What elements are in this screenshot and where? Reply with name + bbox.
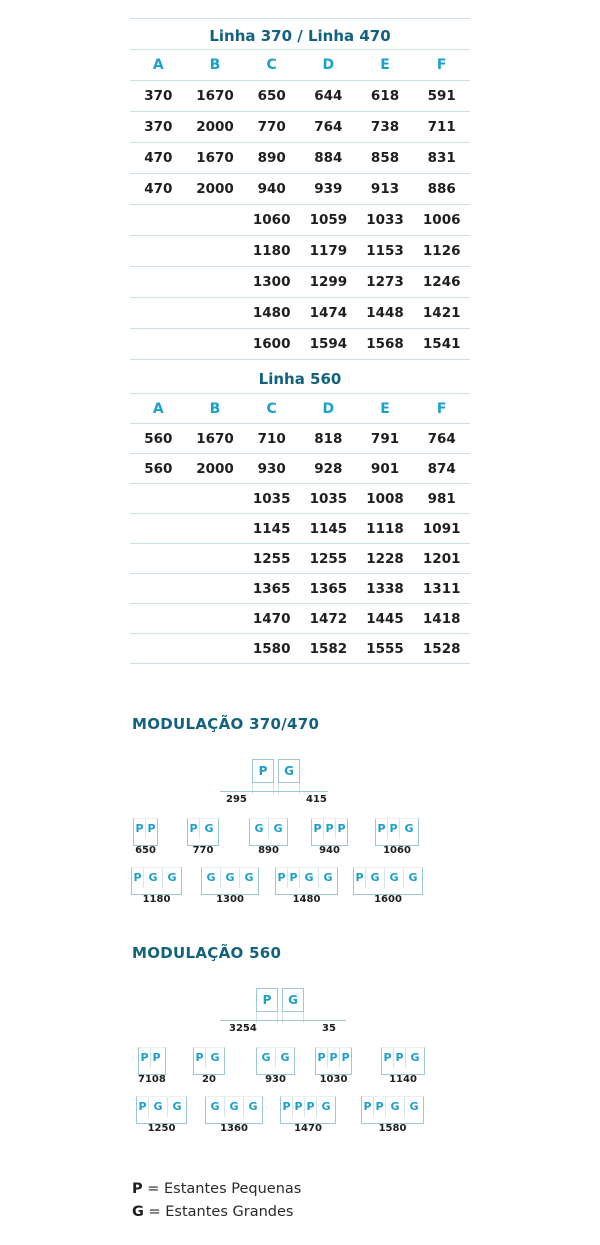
shelf-p-icon: P: [188, 819, 200, 839]
table-title: Linha 370 / Linha 470: [130, 18, 470, 50]
shelf-g-icon: G: [404, 822, 414, 835]
table-cell: 1091: [422, 521, 461, 537]
module-shelves: [201, 867, 259, 888]
table-header-row: [130, 394, 470, 424]
table-cell: 370: [144, 119, 173, 135]
table-cell: 1418: [422, 611, 461, 627]
table-cell: 2000: [196, 461, 234, 477]
module-width-value: 650: [135, 845, 156, 856]
table-cell: 618: [370, 88, 400, 104]
module-diagram: [353, 867, 423, 905]
column-header: B: [209, 57, 221, 73]
table-cell: 1201: [422, 551, 461, 567]
table-cell: 1145: [309, 521, 348, 537]
module-shelves: [256, 1047, 295, 1068]
shelf-p-icon: P: [139, 1048, 151, 1068]
table-cell: [130, 514, 187, 543]
table-row: [130, 81, 470, 112]
table-cell: 470: [144, 181, 173, 197]
module-diagram: [275, 867, 338, 905]
shelf-p-icon: P: [324, 819, 336, 839]
shelf-g-icon: G: [366, 868, 385, 888]
shelf-p-icon: P: [281, 1097, 293, 1117]
module-shelves: [353, 867, 423, 888]
table-cell: 1594: [309, 336, 348, 352]
shelf-g-icon: G: [167, 871, 177, 884]
table-cell: 1580: [252, 641, 291, 657]
legend-text: = Estantes Pequenas: [142, 1181, 302, 1197]
table-cell: 591: [427, 88, 456, 104]
table-cell: [187, 236, 244, 266]
shelf-p-icon: P: [341, 1051, 350, 1064]
module-shelves: [205, 1096, 263, 1117]
table-row: [130, 514, 470, 544]
table-linha-560: [130, 362, 470, 664]
table-cell: 874: [427, 461, 456, 477]
shelf-p-icon: P: [354, 868, 366, 888]
table-cell: [187, 514, 244, 543]
module-shelves: [381, 1047, 425, 1068]
table-cell: 470: [144, 150, 173, 166]
shelf-p-icon: P: [316, 1048, 328, 1068]
shelf-g-icon: G: [250, 819, 269, 839]
table-cell: 770: [257, 119, 286, 135]
module-diagram: [311, 818, 348, 856]
table-cell: 710: [257, 431, 286, 447]
table-cell: [187, 298, 244, 328]
table-cell: 1118: [366, 521, 404, 537]
module-shelves: [138, 1047, 166, 1068]
shelf-p-icon: P: [256, 988, 278, 1012]
table-cell: 1528: [422, 641, 461, 657]
column-header: F: [436, 401, 447, 417]
shelf-p-icon: P: [194, 1048, 206, 1068]
shelf-g-icon: G: [221, 868, 240, 888]
shelf-p-icon: P: [276, 868, 288, 888]
table-cell: 1299: [309, 274, 348, 290]
table-row: [130, 454, 470, 484]
module-diagram: [138, 1047, 166, 1085]
table-cell: 1338: [366, 581, 404, 597]
table-row: [130, 634, 470, 664]
shelf-g-icon: G: [323, 871, 333, 884]
table-cell: 1006: [422, 212, 461, 228]
table-cell: [187, 205, 244, 235]
table-row: [130, 604, 470, 634]
module-diagram: [381, 1047, 425, 1085]
module-shelves: [375, 818, 419, 839]
column-header: C: [266, 401, 277, 417]
table-cell: [130, 298, 187, 328]
table-cell: [187, 484, 244, 513]
table-cell: 1311: [422, 581, 461, 597]
table-cell: 884: [314, 150, 343, 166]
table-cell: 886: [427, 181, 456, 197]
table-cell: 650: [257, 88, 286, 104]
shelf-p-icon: P: [252, 759, 274, 783]
shelf-g-icon: G: [321, 1100, 331, 1113]
table-cell: 858: [370, 150, 400, 166]
section-title-mod-560: MODULAÇÃO 560: [132, 944, 282, 962]
module-diagram: [193, 1047, 225, 1085]
table-cell: [130, 484, 187, 513]
shelf-p-icon: P: [382, 1048, 394, 1068]
module-shelves: [249, 818, 288, 839]
table-cell: 791: [370, 431, 400, 447]
table-cell: 1153: [366, 243, 404, 259]
shelf-g-icon: G: [244, 871, 254, 884]
shelf-p-icon: P: [388, 819, 400, 839]
table-row: [130, 424, 470, 454]
module-width-value: 890: [258, 845, 279, 856]
shelf-p-icon: P: [328, 1048, 340, 1068]
module-diagram: [201, 867, 259, 905]
shelf-g-icon: G: [385, 868, 404, 888]
table-cell: 1179: [309, 243, 348, 259]
dimension-line: [220, 791, 328, 792]
shelf-g-icon: G: [386, 1097, 405, 1117]
legend-p: [132, 1181, 301, 1197]
shelf-g-icon: G: [282, 988, 304, 1012]
shelf-p-icon: P: [312, 819, 324, 839]
column-header: D: [322, 401, 335, 417]
shelf-p-icon: P: [293, 1097, 305, 1117]
table-cell: [187, 544, 244, 573]
table-cell: 764: [314, 119, 343, 135]
module-top-g: [282, 988, 304, 1023]
table-cell: 1670: [196, 88, 234, 104]
module-diagram: [205, 1096, 263, 1134]
table-cell: 1474: [309, 305, 348, 321]
shelf-g-icon: G: [206, 1097, 225, 1117]
module-shelves: [131, 867, 182, 888]
module-diagram: [131, 867, 182, 905]
shelf-p-icon: P: [137, 1097, 149, 1117]
module-diagram: [375, 818, 419, 856]
column-header: B: [209, 401, 221, 417]
module-width-value: 770: [192, 845, 214, 856]
table-cell: [130, 604, 187, 633]
table-cell: 831: [427, 150, 456, 166]
table-row: [130, 484, 470, 514]
shelf-g-icon: G: [248, 1100, 258, 1113]
shelf-p-icon: P: [374, 1097, 386, 1117]
module-top-g: [278, 759, 300, 794]
legend-key: G: [132, 1204, 144, 1220]
column-header: A: [152, 401, 164, 417]
table-cell: 711: [427, 119, 456, 135]
table-row: [130, 205, 470, 236]
table-cell: 981: [427, 491, 456, 507]
table-cell: 1008: [366, 491, 404, 507]
shelf-p-icon: P: [394, 1048, 406, 1068]
table-cell: 1300: [252, 274, 291, 290]
table-cell: 1255: [252, 551, 291, 567]
legend-g: [132, 1204, 293, 1220]
shelf-p-icon: P: [288, 868, 300, 888]
module-width-value: 1480: [292, 894, 321, 905]
table-cell: [187, 574, 244, 603]
dimension-value: 415: [306, 794, 327, 805]
table-row: [130, 267, 470, 298]
column-header: A: [152, 57, 164, 73]
table-cell: 1445: [366, 611, 404, 627]
shelf-g-icon: G: [144, 868, 163, 888]
shelf-p-icon: P: [305, 1097, 317, 1117]
table-cell: 764: [427, 431, 456, 447]
table-cell: [187, 329, 244, 359]
shelf-p-icon: P: [134, 819, 146, 839]
shelf-g-icon: G: [172, 1100, 182, 1113]
module-width-value: 1360: [220, 1123, 248, 1134]
module-width-value: 1580: [378, 1123, 407, 1134]
module-diagram: [361, 1096, 424, 1134]
table-cell: 1421: [422, 305, 461, 321]
table-cell: 939: [314, 181, 343, 197]
table-cell: [130, 634, 187, 663]
table-cell: 1059: [309, 212, 348, 228]
shelf-p-icon: P: [376, 819, 388, 839]
table-row: [130, 236, 470, 267]
shelf-g-icon: G: [273, 822, 283, 835]
shelf-g-icon: G: [410, 1051, 420, 1064]
table-row: [130, 143, 470, 174]
module-diagram: [280, 1096, 336, 1134]
shelf-g-icon: G: [300, 868, 319, 888]
table-cell: 1060: [252, 212, 291, 228]
table-row: [130, 544, 470, 574]
module-width-value: 7108: [138, 1074, 166, 1085]
module-diagram: [136, 1096, 187, 1134]
dimension-value: 3254: [229, 1023, 257, 1034]
column-header: D: [322, 57, 335, 73]
table-cell: 1448: [366, 305, 404, 321]
shelf-g-icon: G: [409, 1100, 419, 1113]
table-cell: 1568: [366, 336, 404, 352]
module-shelves: [315, 1047, 352, 1068]
shelf-p-icon: P: [337, 822, 346, 835]
module-width-value: 1060: [383, 845, 411, 856]
module-width-value: 1600: [374, 894, 402, 905]
shelf-g-icon: G: [278, 759, 300, 783]
shelf-g-icon: G: [210, 1051, 220, 1064]
table-row: [130, 329, 470, 360]
table-cell: 1470: [252, 611, 291, 627]
module-width-value: 1300: [216, 894, 244, 905]
table-cell: 1035: [252, 491, 291, 507]
table-cell: [187, 604, 244, 633]
table-row: [130, 574, 470, 604]
module-diagram: [133, 818, 158, 856]
table-cell: [187, 267, 244, 297]
table-cell: [130, 574, 187, 603]
shelf-g-icon: G: [204, 822, 214, 835]
table-cell: [130, 329, 187, 359]
column-header: C: [266, 57, 277, 73]
table-linha-370-470: [130, 18, 470, 360]
column-header: F: [436, 57, 447, 73]
shelf-p-icon: P: [132, 868, 144, 888]
table-cell: 1145: [252, 521, 291, 537]
table-cell: 1480: [252, 305, 291, 321]
table-cell: 890: [257, 150, 286, 166]
section-title-mod-370-470: MODULAÇÃO 370/470: [132, 715, 320, 733]
module-width-value: 1140: [389, 1074, 417, 1085]
shelf-p-icon: P: [152, 1051, 161, 1064]
table-cell: 1035: [309, 491, 348, 507]
module-diagram: [256, 1047, 295, 1085]
column-header: E: [380, 57, 390, 73]
legend-text: = Estantes Grandes: [143, 1204, 294, 1220]
table-cell: 1541: [422, 336, 461, 352]
table-cell: 1582: [309, 641, 348, 657]
table-cell: 1180: [252, 243, 291, 259]
shelf-p-icon: P: [147, 822, 156, 835]
module-shelves: [187, 818, 219, 839]
table-cell: 1033: [366, 212, 404, 228]
table-cell: 901: [370, 461, 400, 477]
module-diagram: [315, 1047, 352, 1085]
table-cell: 913: [370, 181, 400, 197]
module-shelves: [136, 1096, 187, 1117]
table-cell: 930: [257, 461, 286, 477]
table-cell: 1365: [252, 581, 291, 597]
table-cell: 1472: [309, 611, 348, 627]
table-cell: 2000: [196, 181, 234, 197]
table-cell: 940: [257, 181, 286, 197]
table-header-row: [130, 50, 470, 81]
module-shelves: [133, 818, 158, 839]
table-cell: 1255: [309, 551, 348, 567]
dimension-line: [220, 1020, 346, 1021]
table-cell: 1670: [196, 150, 234, 166]
module-width-value: 1470: [294, 1123, 322, 1134]
table-cell: 1555: [366, 641, 404, 657]
table-title: Linha 560: [130, 362, 470, 394]
dimension-value: 35: [322, 1023, 336, 1034]
table-cell: 2000: [196, 119, 234, 135]
module-width-value: 930: [265, 1074, 286, 1085]
module-shelves: [275, 867, 338, 888]
module-shelves: [361, 1096, 424, 1117]
column-header: E: [380, 401, 390, 417]
table-cell: 560: [144, 461, 173, 477]
shelf-g-icon: G: [408, 871, 418, 884]
table-cell: 1228: [366, 551, 404, 567]
shelf-g-icon: G: [202, 868, 221, 888]
shelf-g-icon: G: [257, 1048, 276, 1068]
table-cell: 1126: [422, 243, 461, 259]
table-cell: 818: [314, 431, 343, 447]
table-cell: 1246: [422, 274, 461, 290]
module-shelves: [193, 1047, 225, 1068]
module-shelves: [311, 818, 348, 839]
table-cell: 370: [144, 88, 173, 104]
module-shelves: [280, 1096, 336, 1117]
table-row: [130, 174, 470, 205]
module-top-p: [256, 988, 278, 1023]
table-cell: [187, 634, 244, 663]
table-cell: 1273: [366, 274, 404, 290]
table-cell: [130, 236, 187, 266]
table-cell: 928: [314, 461, 343, 477]
module-top-p: [252, 759, 274, 794]
module-width-value: 1250: [147, 1123, 176, 1134]
module-diagram: [187, 818, 219, 856]
module-width-value: 20: [202, 1074, 216, 1085]
shelf-g-icon: G: [149, 1097, 168, 1117]
table-cell: 1365: [309, 581, 348, 597]
table-row: [130, 298, 470, 329]
shelf-g-icon: G: [280, 1051, 290, 1064]
table-cell: [130, 205, 187, 235]
module-diagram: [249, 818, 288, 856]
table-cell: 1670: [196, 431, 234, 447]
shelf-p-icon: P: [362, 1097, 374, 1117]
table-cell: 1600: [252, 336, 291, 352]
legend-key: P: [132, 1181, 143, 1197]
module-width-value: 940: [319, 845, 340, 856]
table-cell: [130, 267, 187, 297]
table-cell: 644: [314, 88, 343, 104]
shelf-g-icon: G: [225, 1097, 244, 1117]
table-cell: [130, 544, 187, 573]
dimension-value: 295: [226, 794, 247, 805]
table-cell: 738: [370, 119, 400, 135]
module-width-value: 1180: [142, 894, 171, 905]
table-cell: 560: [144, 431, 173, 447]
module-width-value: 1030: [319, 1074, 348, 1085]
table-row: [130, 112, 470, 143]
